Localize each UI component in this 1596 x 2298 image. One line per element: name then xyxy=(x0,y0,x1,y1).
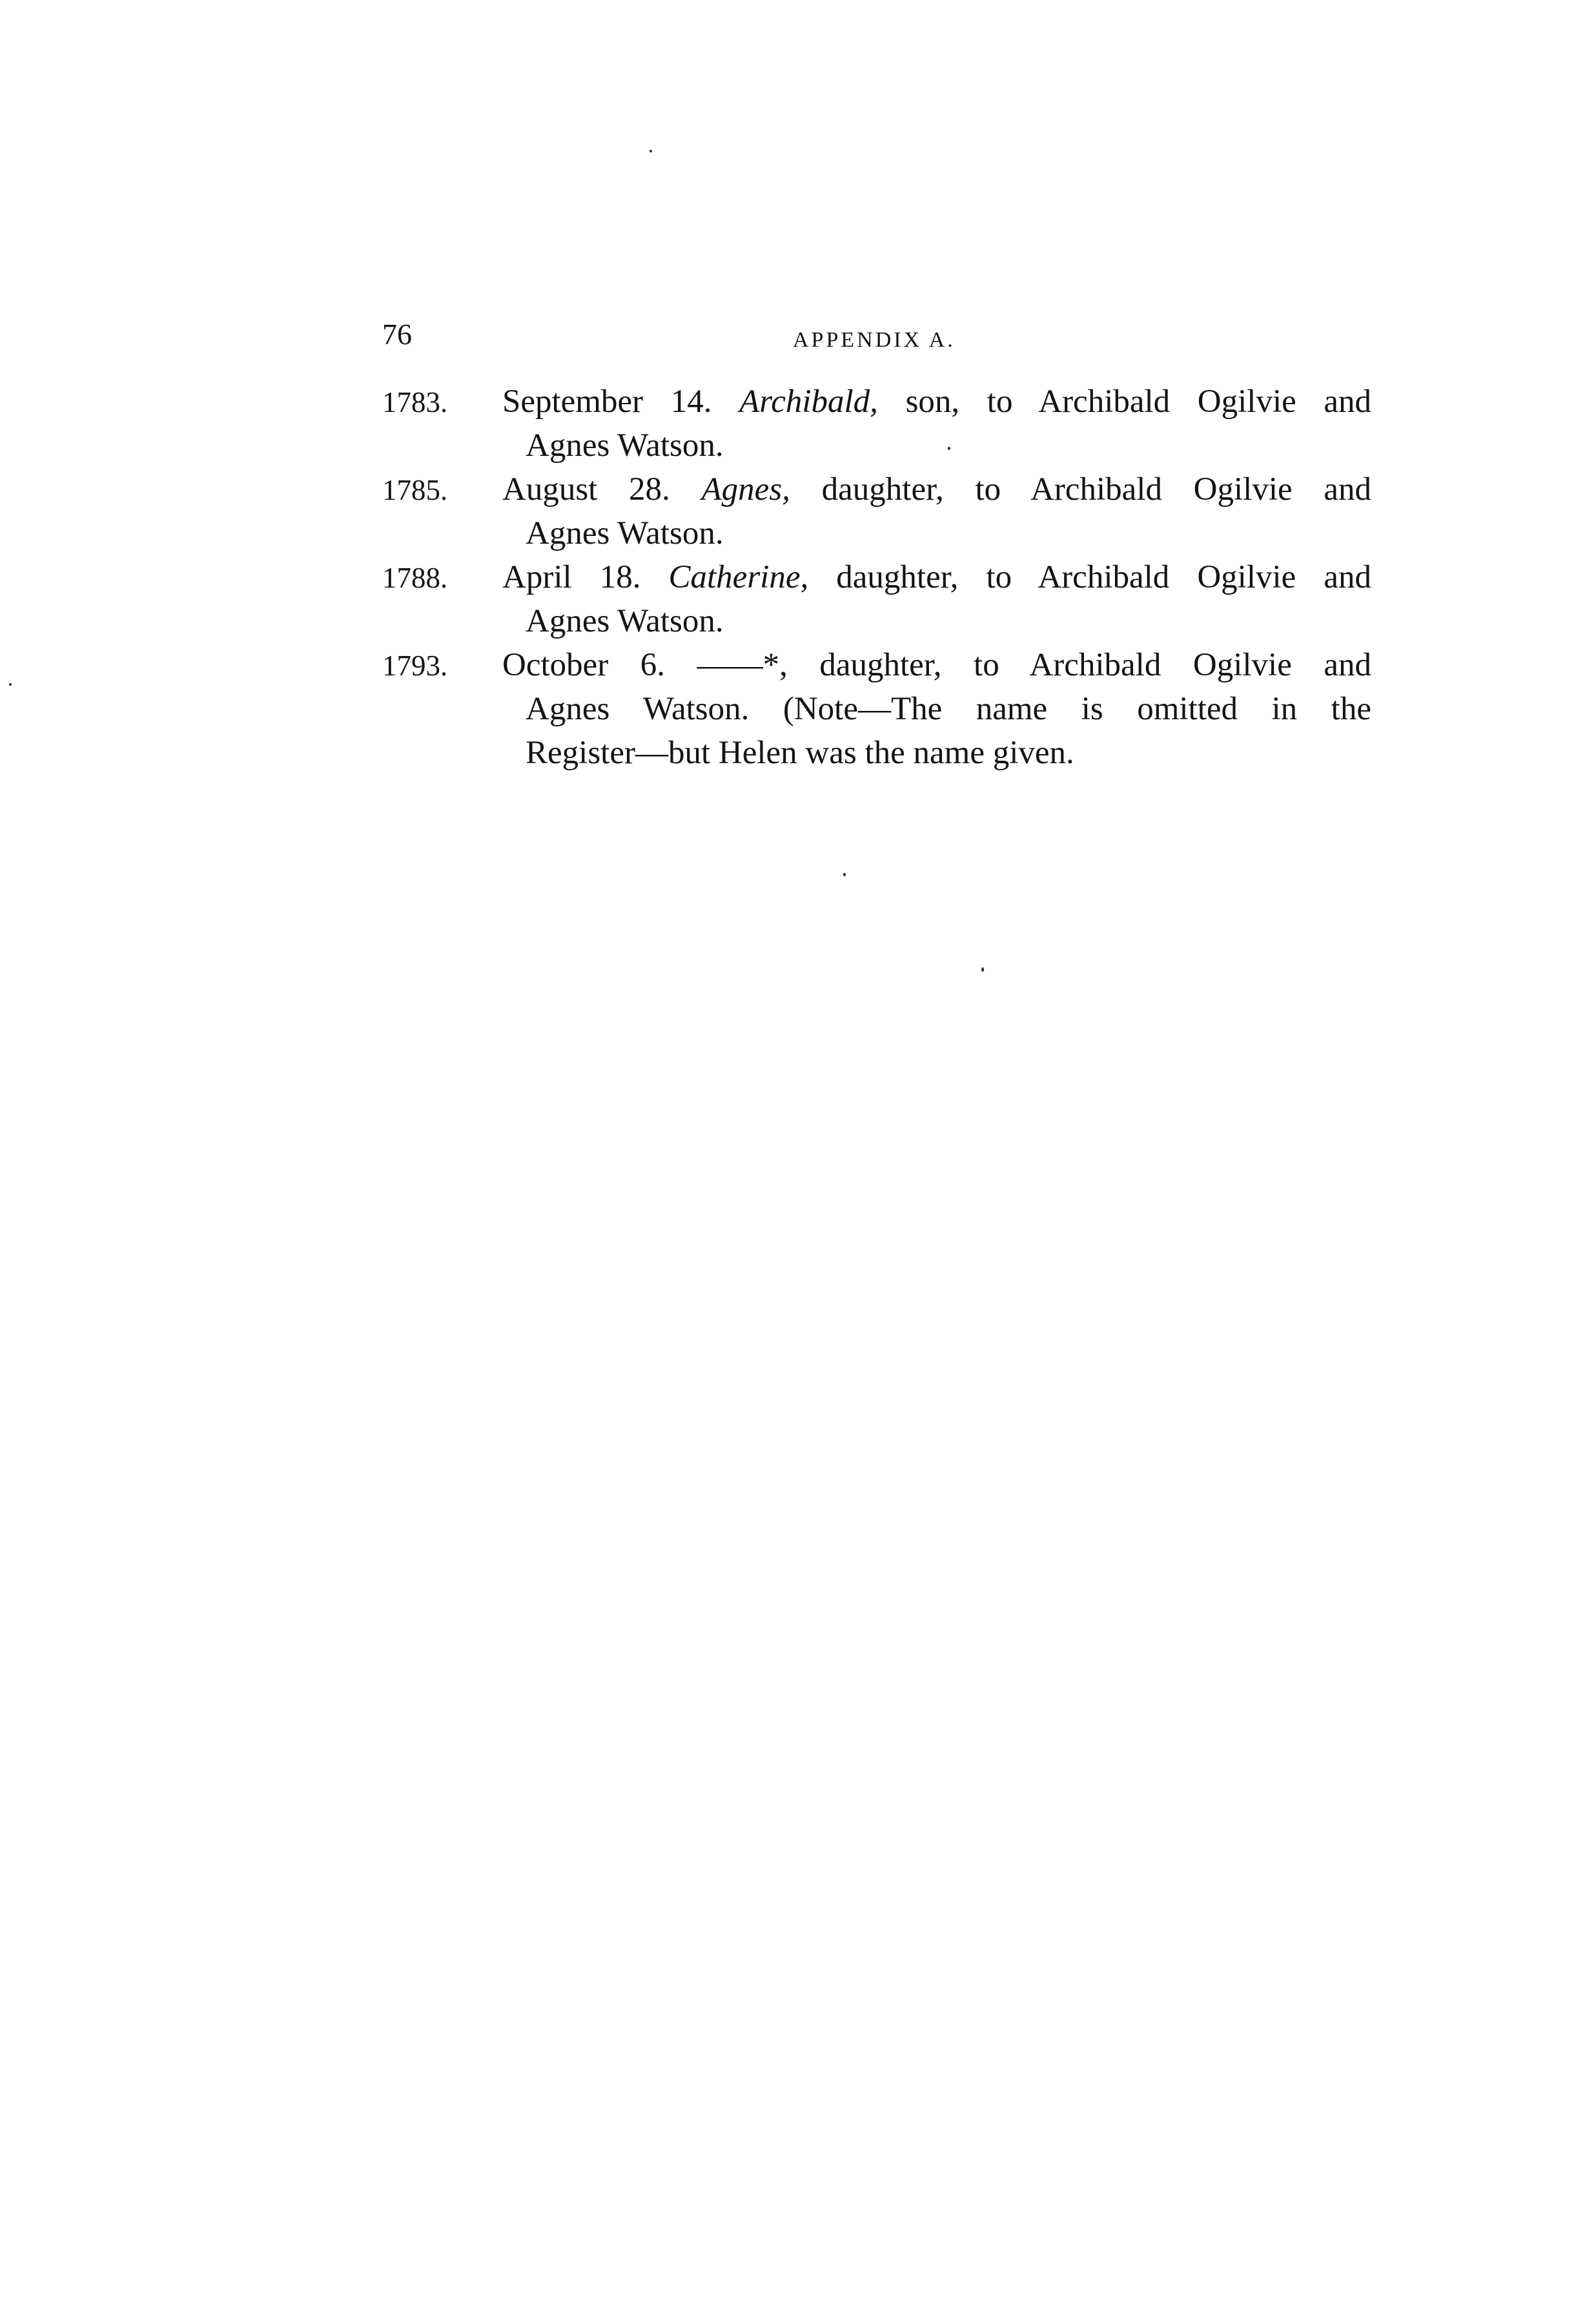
entry-line-2: Agnes Watson. xyxy=(526,515,724,551)
entry-date: September 14. xyxy=(502,384,712,420)
entry-line-3: Register—but Helen was the name given. xyxy=(526,735,1074,771)
register-entry xyxy=(382,467,1371,555)
entry-line-1-rest: daughter, to Archibald Ogilvie and xyxy=(836,559,1371,595)
entry-name: Archibald, xyxy=(739,384,878,420)
entry-year: 1785. xyxy=(382,474,448,506)
entry-line-2: Agnes Watson. (Note—The name is omitted in the xyxy=(526,691,1371,727)
entry-line-2: Agnes Watson. xyxy=(526,427,724,464)
entry-text xyxy=(502,555,1371,643)
entry-line-1 xyxy=(502,643,1371,687)
entry-line-1 xyxy=(502,555,1371,599)
entry-name-blank: ——*, xyxy=(697,647,788,683)
ink-speck xyxy=(650,150,652,152)
entry-year: 1793. xyxy=(382,650,448,682)
page-number: 76 xyxy=(382,318,412,351)
entry-year: 1783. xyxy=(382,386,448,418)
running-head: APPENDIX A. xyxy=(793,328,956,352)
register-entry xyxy=(382,380,1371,467)
entry-line-1-rest: son, to Archibald Ogilvie and xyxy=(905,384,1372,420)
entry-line-1 xyxy=(502,467,1371,511)
ink-speck xyxy=(9,683,12,686)
ink-speck xyxy=(843,873,846,876)
ink-speck xyxy=(981,967,984,972)
entry-line-1 xyxy=(502,380,1371,424)
entry-text xyxy=(502,467,1371,555)
entry-name: Agnes, xyxy=(701,471,790,508)
register-entry xyxy=(382,555,1371,643)
entry-text xyxy=(502,380,1371,467)
ink-speck xyxy=(948,447,950,450)
register-entry xyxy=(382,643,1371,779)
entry-date: August 28. xyxy=(502,471,670,508)
entry-text xyxy=(502,643,1371,775)
entry-year: 1788. xyxy=(382,562,448,594)
entry-line-2: Agnes Watson. xyxy=(526,603,724,639)
entry-date: April 18. xyxy=(502,559,641,595)
entry-name: Catherine, xyxy=(668,559,809,595)
register-entries xyxy=(382,380,1371,779)
entry-line-1-rest: daughter, to Archibald Ogilvie and xyxy=(819,647,1372,683)
entry-date: October 6. xyxy=(502,647,666,683)
entry-line-1-rest: daughter, to Archibald Ogilvie and xyxy=(821,471,1372,508)
